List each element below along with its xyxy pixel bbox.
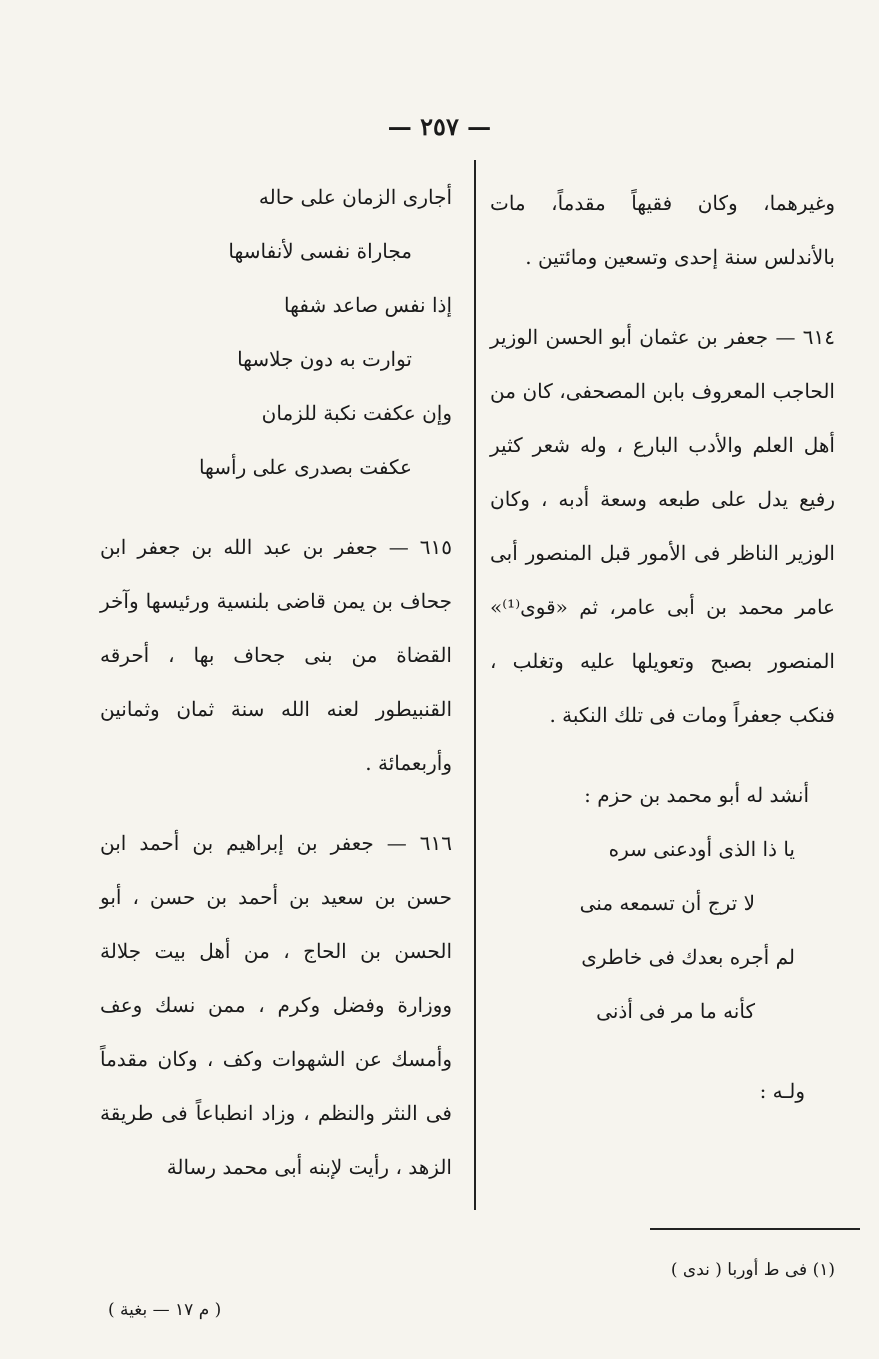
verse-line: عكفت بصدرى على رأسها bbox=[198, 455, 412, 479]
wa-lahu-heading: ولـه : bbox=[759, 1079, 805, 1103]
verse-line: لا ترج أن تسمعه منى bbox=[579, 891, 755, 915]
verse-line: وإن عكفت نكبة للزمان bbox=[261, 401, 452, 425]
verse-line: توارت به دون جلاسها bbox=[237, 347, 412, 371]
column-divider bbox=[474, 160, 476, 1210]
verse-line: أجارى الزمان على حاله bbox=[258, 185, 452, 209]
entry-616: ٦١٦ — جعفر بن إبراهيم بن أحمد ابن حسن بن سعيد بن أحمد بن حسن ، أبو الحسن بن الحاج ، من أهل بيت جلالة ووزارة وفضل وكرم ، ممن نسك وعف وأمسك عن الشهوات وكف ، وكان مقدماً فى النثر والنظم ، وزاد انطباعاً فى طريقة الزهد ، رأيت لإبنه أبى محمد رسالة bbox=[100, 831, 452, 1179]
verse-line: لم أجره بعدك فى خاطرى bbox=[581, 945, 795, 969]
right-column bbox=[490, 176, 835, 1118]
entry-615: ٦١٥ — جعفر بن عبد الله بن جعفر ابن جحاف بن يمن قاضى بلنسية ورئيسها وآخر القضاة من بنى جحاف بها ، أحرقه القنبيطور لعنه الله سنة ثمان وثمانين وأربعمائة . bbox=[100, 535, 452, 775]
verse-line: إذا نفس صاعد شفها bbox=[284, 293, 452, 317]
footnote: (١) فى ط أوربا ( ندى ) bbox=[670, 1260, 835, 1280]
verse-line: مجاراة نفسى لأنفاسها bbox=[228, 239, 412, 263]
page-number: — ٢٥٧ — bbox=[387, 112, 492, 141]
left-column bbox=[100, 170, 452, 1194]
entry-614: ٦١٤ — جعفر بن عثمان أبو الحسن الوزير الحاجب المعروف بابن المصحفى، كان من أهل العلم والأدب البارع ، وله شعر كثير رفيع يدل على طبعه وسعة أدبه ، وكان الوزير الناظر فى الأمور قبل المنصور أبى عامر محمد بن أبى عامر، ثم «قوى⁽¹⁾» المنصور بصبح وتعويلها عليه وتغلب ، فنكب جعفراً ومات فى تلك النكبة . bbox=[490, 325, 835, 727]
footnote-rule bbox=[650, 1228, 860, 1230]
verse-line: يا ذا الذى أودعنى سره bbox=[608, 837, 795, 861]
signature-mark: ( م ١٧ — بغية ) bbox=[108, 1300, 222, 1320]
verse-line: كأنه ما مر فى أذنى bbox=[596, 999, 755, 1023]
verse-intro: أنشد له أبو محمد بن حزم : bbox=[584, 783, 809, 807]
paragraph-continuation: وغيرهما، وكان فقيهاً مقدماً، مات بالأندلس سنة إحدى وتسعين ومائتين . bbox=[490, 191, 835, 269]
